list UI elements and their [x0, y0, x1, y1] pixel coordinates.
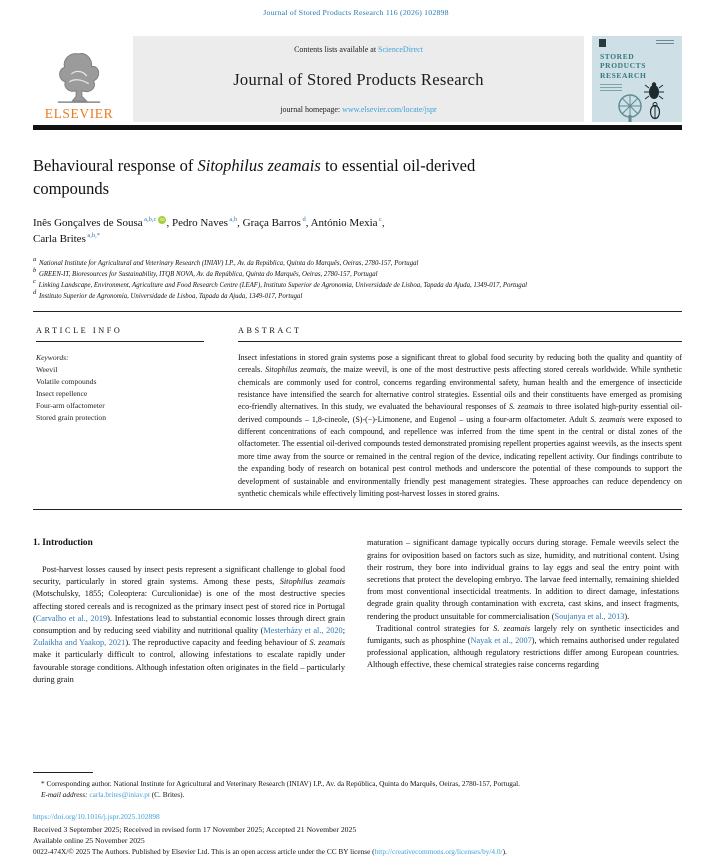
abstract-text: Insect infestations in stored grain systems pose a significant threat to global food security by reducing both the quality and quantity of cereals. Sitophilus zeamais, the maize weevil, is one of the most destructive pests affecting stored cereals worldwide. While synthetic chemicals are commonly used for control, concerns regarding environmental safety, human health and the emergence of insecticide resistance have intensified the search for alternative control strategies. Essential oils and their constituents have emerged as promising eco-friendly alternatives. In this study, we evaluated the behavioural responses of S. zeamais to three isolated high-purity essential oil-derived compounds – 1,8-cineole, (S)-(−)-Limonene, and Eugenol – using a four-arm olfactometer. Adult S. zeamais were exposed to different concentrations of each compound, and repellence was inferred from the time spent in the central or distal zones of the olfactometer. The essential oil-derived compounds tested demonstrated promising repellent properties against weevils, as the insects spent more time away from the source or remained in the central region of the device, indicating repellent activity. Our findings contribute to the expanding body of research on botanical pest control methods and underscore the potential of these compounds to support the development of sustainable and environmentally friendly pest management strategies. These approaches can reduce dependency on synthetic chemicals while effectively limiting post-harvest losses in stored grains.	[238, 352, 683, 499]
journal-banner	[133, 36, 584, 122]
superscript-label: a,b,c	[144, 216, 157, 224]
body-paragraph: Post-harvest losses caused by insect pests represent a significant challenge to global food security, particularly in stored grain systems. Among these pests, Sitophilus zeamais (Motschulsky, 1855; Coleoptera: Curculionidae) is one of the most destructive species affecting stored cereals and is recognized as the primary insect pest of stored rice in Portugal (Carvalho et al., 2019). Infestations lead to substantial economic losses through direct grain consumption and by reducing seed viability and nutritional quality (Mesterházy et al., 2020; Zulaikha and Yaakop, 2021). The reproductive capacity and feeding behaviour of S. zeamais make it particularly difficult to control, allowing infestations to escalate rapidly under favourable storage conditions. Although infestation often originates in the field – particularly during grain	[33, 565, 346, 684]
right-column	[367, 537, 679, 686]
keyword: Weevil	[36, 364, 58, 374]
left-column	[33, 537, 345, 686]
authors-line-2: Carla Brites $^{a,b,*}$	[33, 232, 100, 245]
article-footer	[33, 811, 682, 858]
superscript-label: d	[33, 289, 37, 297]
author-list	[33, 216, 712, 248]
inline-link[interactable]: carla.brites@iniav.pt	[89, 790, 150, 800]
journal-masthead	[33, 36, 682, 122]
superscript-label: a	[33, 256, 37, 264]
abstract-rule	[238, 341, 682, 342]
homepage-line	[133, 105, 584, 114]
cover-title-line: STORED	[600, 52, 635, 61]
inline-link[interactable]: Zulaikha and Yaakop, 2021	[33, 638, 126, 648]
article-info-heading: ARTICLE INFO	[36, 325, 123, 335]
affiliation-a: $^a$ National Institute for Agricultural and Veterinary Research (INIAV) I.P., Av. da República, Quinta do Marquês, Oeiras, 2780-157, Portugal	[33, 256, 419, 267]
body-paragraph: maturation – significant damage typically occurs during storage. Female weevils select the grains for oviposition based on factors such as size, humidity, and nutritional content. Using their rostrum, they bore into individual grains to lay eggs and seal the entry point with secretions that protect the developing embryo. The larvae feed internally, remaining shielded from most conventional insecticidal treatments. In addition to direct damage, infestations degrade grain quality through contamination with excreta, cast skins, and insect fragments, rendering the product unsuitable for commercialisation (Soujanya et al., 2013).	[367, 538, 679, 621]
received-dates: Received 3 September 2025; Received in revised form 17 November 2025; Accepted 21 November 2025	[33, 825, 357, 835]
masthead-divider	[33, 125, 682, 130]
inline-link[interactable]: Nayak et al., 2007	[470, 635, 532, 645]
available-online: Available online 25 November 2025	[33, 836, 145, 846]
contents-prefix: Contents lists available at	[294, 45, 379, 54]
article-body	[33, 537, 682, 686]
authors-line-1: Inês Gonçalves de Sousa $^{a,b,c}$ iD , Pedro Naves $^{a,b}$, Graça Barros $^d$, António Mexia $^c$,	[33, 216, 385, 229]
abstract-bottom-divider	[33, 509, 682, 510]
inline-link[interactable]: Soujanya et al., 2013	[554, 611, 625, 621]
section-heading: 1. Introduction	[33, 538, 93, 549]
orcid-icon[interactable]: iD	[160, 217, 165, 223]
elsevier-wordmark: ELSEVIER	[44, 106, 114, 121]
cover-title	[600, 52, 646, 80]
superscript-label: c	[33, 278, 36, 286]
copyright-line: 0022-474X/© 2025 The Authors. Published by Elsevier Ltd. This is an open access article under the CC BY license (http://creativecommons.org/licenses/by/4.0/).	[33, 846, 507, 856]
sciencedirect-link[interactable]: ScienceDirect	[378, 45, 423, 54]
footnote-rule	[33, 772, 93, 773]
cover-title-line: PRODUCTS	[600, 61, 647, 71]
homepage-prefix: journal homepage:	[280, 105, 343, 114]
keyword: Four-arm olfactometer	[36, 401, 105, 411]
superscript-label: c	[379, 216, 382, 224]
running-head: Journal of Stored Products Research 116 (2026) 102898	[263, 8, 449, 17]
inline-link[interactable]: http://creativecommons.org/licenses/by/4.0/	[374, 846, 503, 856]
elsevier-logo[interactable]	[33, 36, 125, 122]
inline-link[interactable]: Carvalho et al., 2019	[35, 613, 108, 623]
superscript-label: d	[302, 216, 306, 224]
affiliations	[33, 258, 678, 302]
corresponding-author-footnote	[33, 772, 682, 801]
journal-cover-thumbnail	[592, 36, 682, 122]
body-paragraph: Traditional control strategies for S. zeamais largely rely on synthetic insecticides and fumigants, such as phosphine (Nayak et al., 2007), which remains authorised under regulated professional application, although regulatory restrictions differ among European countries. Although effective, these chemical strategies raise concerns regarding	[367, 623, 680, 670]
cover-header-lines	[656, 40, 674, 41]
homepage-link[interactable]: www.elsevier.com/locate/jspr	[342, 105, 437, 114]
corresponding-author-line: * Corresponding author. National Institute for Agricultural and Veterinary Research (INIAV) I.P., Av. da República, Quinta do Marquês, Oeiras, 2780-157, Portugal.	[41, 779, 520, 788]
elsevier-tree-icon	[50, 51, 108, 105]
doi-link[interactable]: https://doi.org/10.1016/j.jspr.2025.102898	[33, 812, 160, 821]
superscript-label: a,b,*	[87, 232, 100, 240]
affiliation-b: $^b$ GREEN-IT, Bioresources for Sustainability, ITQB NOVA, Av. da República, Quinta do Marquês, Oeiras, 2780-157, Portugal	[33, 267, 378, 278]
keyword: Stored grain protection	[36, 413, 107, 423]
article-info-column	[36, 326, 204, 501]
contents-line	[133, 45, 584, 54]
keywords-label: Keywords:	[36, 352, 69, 362]
inline-link[interactable]: Mesterházy et al., 2020	[263, 626, 343, 635]
affiliation-c: $^c$ Linking Landscape, Environment, Agriculture and Food Research Centre (LEAF), Instituto Superior de Agronomia, Universidade de Lisboa, Tapada da Ajuda, 1349-017, Portugal	[33, 278, 527, 289]
abstract-column	[238, 326, 682, 501]
keyword: Volatile compounds	[36, 377, 97, 386]
cover-title-line: RESEARCH	[600, 70, 647, 80]
cover-emblem-icon	[599, 39, 606, 47]
article-title: Behavioural response of Sitophilus zeamais to essential oil-derived compounds	[33, 156, 476, 199]
article-info-rule	[36, 341, 204, 342]
superscript-label: a,b	[229, 216, 238, 224]
keyword: Insect repellence	[36, 389, 88, 399]
info-abstract-block	[36, 326, 682, 501]
section-divider	[33, 311, 682, 312]
journal-title: Journal of Stored Products Research	[233, 69, 484, 89]
superscript-label: b	[33, 267, 37, 275]
affiliation-d: $^d$ Instituto Superior de Agronomia, Universidade de Lisboa, Tapada da Ajuda, 1349-017, Portugal	[33, 289, 303, 300]
abstract-heading: ABSTRACT	[238, 325, 302, 335]
email-line: E-mail address: carla.brites@iniav.pt (C. Brites).	[41, 790, 185, 800]
